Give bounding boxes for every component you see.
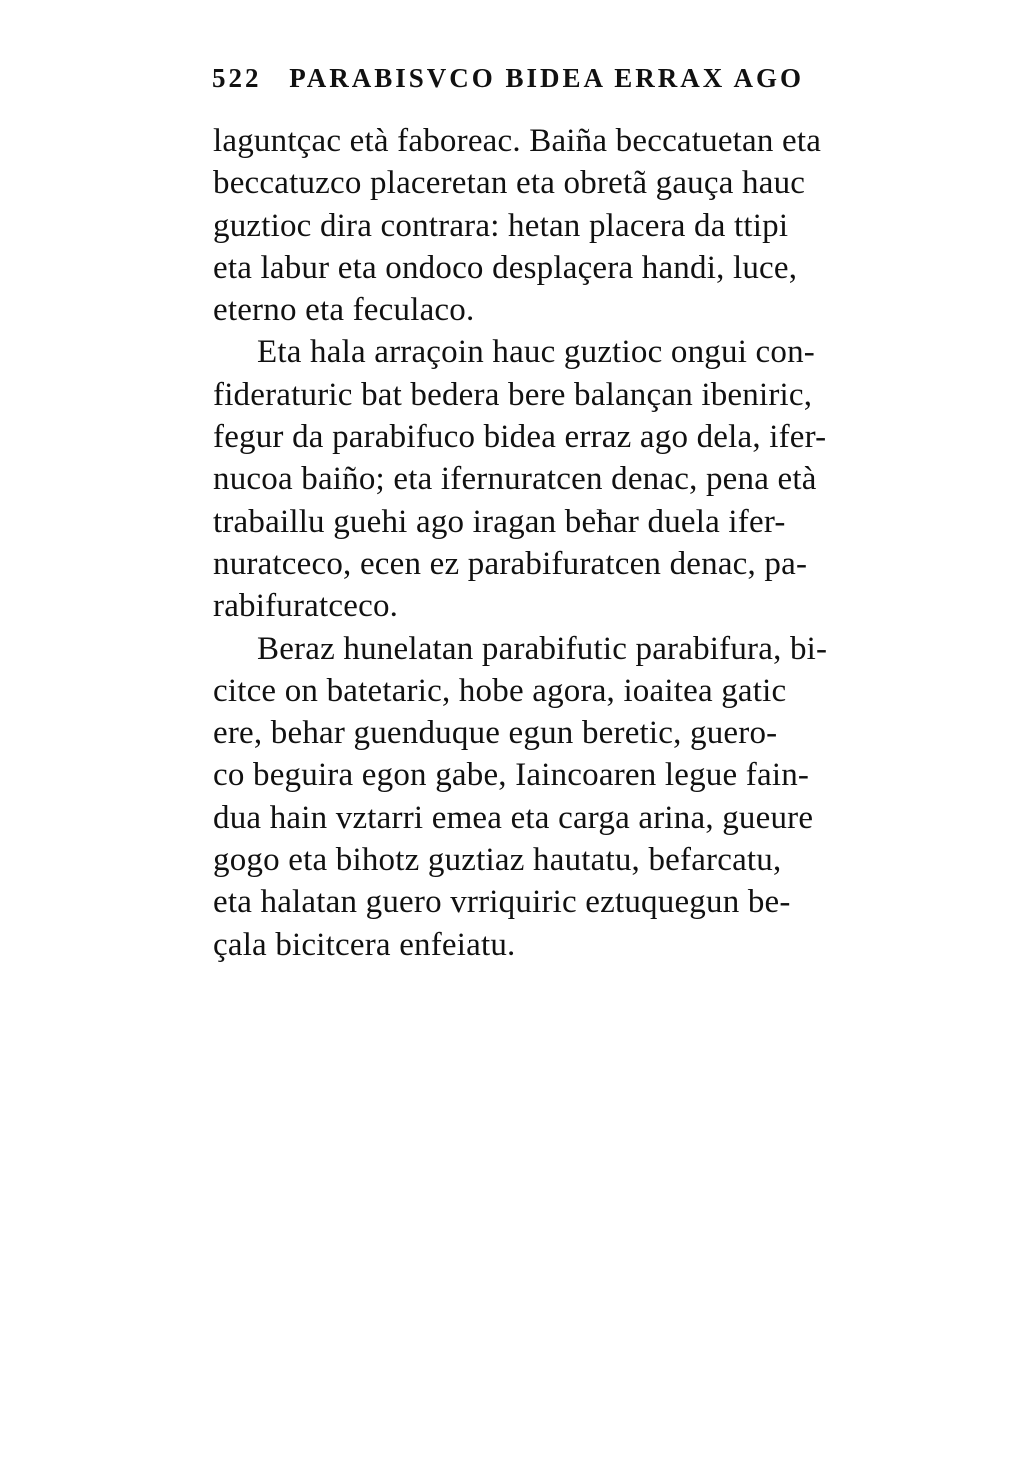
text-line: nuratceco, ecen ez parabifuratcen denac, pa- — [213, 545, 808, 582]
text-line: Beraz hunelatan parabifutic parabifura, bi- — [257, 630, 828, 667]
text-line: eterno eta feculaco. — [213, 292, 475, 329]
text-line: co beguira egon gabe, Iaincoaren legue fain- — [213, 757, 810, 794]
text-line: nucoa baiño; eta ifernuratcen denac, pena età — [213, 461, 817, 498]
text-line: laguntçac età faboreac. Baiña beccatuetan eta — [213, 123, 822, 159]
text-line: rabifuratceco. — [213, 588, 399, 625]
page-header — [212, 58, 932, 98]
text-line: çala bicitcera enfeiatu. — [213, 926, 516, 963]
paragraph-1 — [213, 120, 933, 331]
text-line: guztioc dira contrara: hetan placera da ttipi — [213, 207, 789, 244]
text-line: fegur da parabifuco bidea erraz ago dela, ifer- — [213, 419, 827, 456]
text-line: gogo eta bihotz guztiaz hautatu, befarcatu, — [213, 842, 782, 879]
running-title: PARABISVCO BIDEA ERRAX AGO — [289, 63, 805, 93]
paragraph-2 — [213, 331, 933, 627]
text-line: Eta hala arraçoin hauc guztioc ongui con- — [257, 334, 815, 371]
paragraph-3 — [213, 628, 933, 966]
text-line: eta halatan guero vrriquiric eztuquegun be- — [213, 884, 791, 921]
text-line: trabaillu guehi ago iragan beħar duela ifer- — [213, 503, 786, 540]
body-text — [213, 120, 933, 966]
text-line: dua hain vztarri emea eta carga arina, gueure — [213, 799, 814, 836]
page-number: 522 — [212, 63, 262, 93]
text-line: citce on batetaric, hobe agora, ioaitea gatic — [213, 672, 787, 709]
text-line: eta labur eta ondoco desplaçera handi, luce, — [213, 249, 798, 286]
text-line: fideraturic bat bedera bere balançan ibeniric, — [213, 376, 813, 413]
text-line: beccatuzco placeretan eta obretã gauça hauc — [213, 165, 806, 202]
text-line: ere, behar guenduque egun beretic, guero- — [213, 715, 778, 752]
